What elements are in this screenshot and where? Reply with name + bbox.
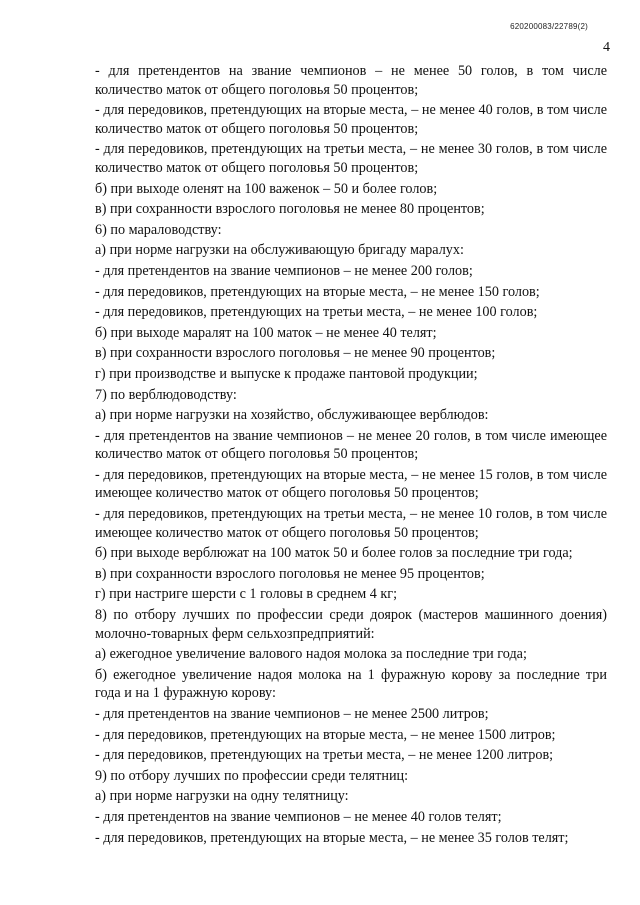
paragraph: а) ежегодное увеличение валового надоя молока за последние три года;	[95, 646, 527, 663]
paragraph: - для претендентов на звание чемпионов – не менее 50 голов, в том числе количество маток от общего поголовья 50 процентов;	[95, 63, 607, 98]
paragraph: б) при выходе верблюжат на 100 маток 50 и более голов за последние три года;	[95, 545, 573, 562]
paragraph: - для передовиков, претендующих на вторые места, – не менее 15 голов, в том числе имеющее количество маток от общего поголовья 50 процентов;	[95, 466, 607, 502]
paragraph: - для передовиков, претендующих на третьи места, – не менее 1200 литров;	[95, 747, 554, 764]
paragraph: в) при сохранности взрослого поголовья не менее 80 процентов;	[95, 201, 485, 218]
document-id: 620200083/22789(2)	[510, 22, 588, 31]
paragraph: - для передовиков, претендующих на третьи места, – не менее 100 голов;	[95, 304, 538, 321]
paragraph: - для передовиков, претендующих на третьи места, – не менее 30 голов, в том числе количество маток от общего поголовья 50 процентов;	[95, 141, 607, 176]
paragraph: в) при сохранности взрослого поголовья – не менее 90 процентов;	[95, 345, 496, 362]
paragraph: б) при выходе оленят на 100 важенок – 50 и более голов;	[95, 180, 438, 197]
paragraph: - для претендентов на звание чемпионов – не менее 20 голов, в том числе имеющее количество маток от общего поголовья 50 процентов;	[95, 427, 607, 463]
paragraph: - для передовиков, претендующих на третьи места, – не менее 10 голов, в том числе имеющее количество маток от общего поголовья 50 процентов;	[95, 506, 607, 541]
paragraph: а) при норме нагрузки на хозяйство, обслуживающее верблюдов:	[95, 407, 489, 424]
paragraph: 7) по верблюдоводству:	[95, 386, 237, 403]
page-number: 4	[603, 40, 610, 55]
paragraph: б) при выходе маралят на 100 маток – не менее 40 телят;	[95, 324, 437, 341]
paragraph: б) ежегодное увеличение надоя молока на 1 фуражную корову за последние три года и на 1 фуражную корову:	[95, 666, 607, 702]
document-body	[95, 62, 607, 849]
paragraph: г) при производстве и выпуске к продаже пантовой продукции;	[95, 365, 478, 382]
paragraph: а) при норме нагрузки на обслуживающую бригаду маралух:	[95, 242, 464, 259]
paragraph: - для передовиков, претендующих на вторые места, – не менее 150 голов;	[95, 283, 540, 300]
paragraph: - для передовиков, претендующих на вторые места, – не менее 40 голов, в том числе количество маток от общего поголовья 50 процентов;	[95, 102, 607, 137]
paragraph: - для претендентов на звание чемпионов – не менее 200 голов;	[95, 262, 473, 279]
paragraph: - для претендентов на звание чемпионов – не менее 2500 литров;	[95, 706, 489, 722]
paragraph: г) при настриге шерсти с 1 головы в среднем 4 кг;	[95, 586, 398, 603]
paragraph: - для претендентов на звание чемпионов – не менее 40 голов телят;	[95, 808, 502, 825]
paragraph: а) при норме нагрузки на одну телятницу:	[95, 788, 349, 805]
paragraph: 6) по мараловодству:	[95, 221, 222, 238]
paragraph: - для передовиков, претендующих на вторые места, – не менее 1500 литров;	[95, 726, 556, 743]
paragraph: в) при сохранности взрослого поголовья не менее 95 процентов;	[95, 565, 485, 582]
paragraph: 9) по отбору лучших по профессии среди телятниц:	[95, 767, 409, 784]
paragraph: 8) по отбору лучших по профессии среди доярок (мастеров машинного доения) молочно-товарных ферм сельхозпредприятий:	[95, 607, 607, 642]
paragraph: - для передовиков, претендующих на вторые места, – не менее 35 голов телят;	[95, 829, 569, 846]
